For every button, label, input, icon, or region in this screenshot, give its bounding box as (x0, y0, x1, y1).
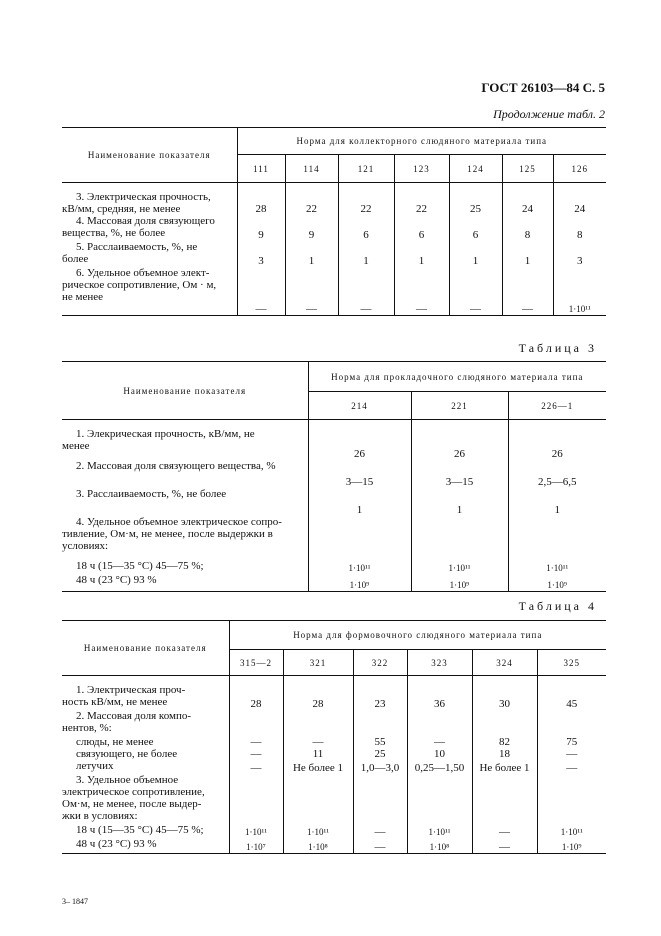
cell-value: 22 (416, 203, 427, 215)
type-header: 123 (394, 155, 449, 183)
type-header: 114 (285, 155, 338, 183)
indicator-name-line: 2. Массовая доля связующего вещества, % (76, 459, 276, 472)
cell-value: 28 (312, 697, 324, 710)
cell-value: 1·10¹¹ (560, 826, 583, 837)
cell-value: — (374, 841, 386, 853)
type-header: 226—1 (508, 392, 606, 420)
cell-value: 1 (308, 255, 315, 267)
indicator-name (62, 838, 229, 850)
cell-value: 1·10¹¹ (448, 562, 471, 573)
type-header: 126 (553, 155, 606, 183)
cell-value: 26 (354, 447, 365, 460)
indicator-name (62, 736, 229, 748)
indicator-name-line: менее (62, 440, 90, 452)
cell-value: 3—15 (345, 475, 374, 488)
table-row (62, 460, 606, 488)
cell-value: 1·10⁹ (349, 580, 370, 590)
table-row (62, 420, 606, 460)
cell-value: 1 (356, 503, 363, 516)
cell-value: — (434, 735, 445, 748)
column-header-name: Наименование показателя (62, 621, 229, 676)
indicator-name-line: не менее (62, 291, 104, 303)
type-header: 121 (338, 155, 394, 183)
cell-value: 8 (524, 229, 531, 241)
table-row (62, 760, 606, 774)
cell-value: 3—15 (445, 475, 474, 488)
indicator-name-line: 4. Удельное объемное электрическое сопро- (76, 515, 282, 528)
cell-value: 1·10¹¹ (568, 303, 591, 314)
cell-value: 1·10⁹ (449, 580, 470, 590)
cell-value: 24 (574, 203, 586, 215)
indicator-name-line: кВ/мм, средняя, не менее (62, 203, 181, 215)
cell-value: — (306, 302, 317, 315)
column-header-name: Наименование показателя (62, 128, 237, 183)
table-row (62, 748, 606, 760)
cell-value: — (250, 735, 262, 748)
table-row (62, 736, 606, 748)
cell-value: 26 (454, 447, 465, 460)
type-header: 214 (308, 392, 411, 420)
indicator-name (62, 516, 308, 552)
cell-value: — (566, 761, 578, 774)
cell-value: — (250, 761, 262, 774)
table-row (62, 267, 606, 315)
cell-value: — (312, 735, 324, 748)
indicator-name (62, 428, 308, 452)
indicator-name-line: электрическое сопротивление, (62, 785, 205, 798)
indicator-name-line: 5. Расслаиваемость, %, не (76, 241, 198, 253)
cell-value: 45 (566, 697, 578, 710)
cell-value: 11 (312, 747, 324, 760)
table-row (62, 676, 606, 710)
cell-value: 1 (524, 255, 531, 267)
cell-value: 1 (418, 255, 425, 267)
cell-value: 6 (472, 229, 479, 241)
type-header: 325 (537, 650, 606, 676)
table-continuation-note: Продолжение табл. 2 (493, 107, 605, 121)
indicator-name (62, 684, 229, 708)
cell-value: — (250, 747, 262, 760)
cell-value: 1 (472, 255, 479, 267)
indicator-name-line: тивление, Ом·м, не менее, после выдержки в (62, 527, 273, 540)
cell-value: 1·10¹¹ (245, 826, 267, 837)
cell-value: 30 (499, 697, 510, 710)
cell-value: 3 (577, 255, 583, 267)
group-header: Норма для формовочного слюдяного материала типа (229, 621, 606, 650)
indicator-name-line: рическое сопротивление, Ом · м, (62, 279, 217, 291)
cell-value: 1 (363, 255, 369, 267)
type-header: 322 (353, 650, 407, 676)
indicator-name-line: 3. Расслаиваемость, %, не более (76, 487, 227, 500)
cell-value: 0,25—1,50 (414, 761, 465, 774)
indicator-name-line: 3. Электрическая прочность, (76, 191, 211, 203)
table-row (62, 215, 606, 241)
indicator-name-line: условиях: (62, 539, 109, 552)
cell-value: 3 (258, 255, 264, 267)
table-row (62, 574, 606, 592)
cell-value: 6 (418, 229, 425, 241)
cell-value: 25 (374, 747, 386, 760)
cell-value: 23 (374, 697, 386, 710)
cell-value: — (416, 302, 427, 315)
indicator-name-line: ность кВ/мм, не менее (62, 696, 168, 708)
type-header: 125 (502, 155, 553, 183)
table-row (62, 183, 606, 216)
table-row (62, 488, 606, 516)
cell-value: 28 (255, 203, 267, 215)
cell-value: — (499, 841, 510, 853)
cell-value: 1·10⁹ (561, 842, 582, 852)
column-header-name: Наименование показателя (62, 362, 308, 420)
indicator-name (62, 215, 237, 239)
type-header: 111 (237, 155, 285, 183)
cell-value: 10 (434, 747, 445, 760)
indicator-name-line: вещества, %, не более (62, 227, 166, 239)
cell-value: 1 (456, 503, 463, 516)
cell-value: 1·10¹¹ (428, 826, 451, 837)
cell-value: — (499, 825, 510, 838)
indicator-name-line: 1. Элекрическая прочность, кВ/мм, не (76, 428, 255, 440)
cell-value: Не более 1 (292, 761, 344, 774)
cell-value: 8 (577, 229, 583, 241)
cell-value: 9 (258, 229, 264, 241)
indicator-name-line: связующего, не более (76, 747, 178, 760)
indicator-name (62, 267, 237, 303)
table-row (62, 824, 606, 838)
indicator-name-line: жки в условиях: (62, 809, 138, 822)
table-row (62, 710, 606, 736)
cell-value: — (566, 747, 578, 760)
cell-value: 6 (363, 229, 369, 241)
cell-value: 22 (306, 203, 317, 215)
cell-value: — (522, 302, 533, 315)
indicator-name (62, 748, 229, 760)
cell-value: 24 (522, 203, 533, 215)
cell-value: 25 (470, 203, 481, 215)
cell-value: 1·10⁹ (547, 580, 568, 590)
indicator-name-line: 18 ч (15—35 °С) 45—75 %; (76, 559, 204, 572)
indicator-name (62, 824, 229, 836)
cell-value: 55 (374, 735, 386, 748)
cell-value: 82 (499, 735, 510, 748)
table-row (62, 241, 606, 267)
indicator-name-line: более (62, 253, 89, 265)
document-code: ГОСТ 26103—84 С. 5 (481, 80, 605, 95)
indicator-name-line: 18 ч (15—35 °С) 45—75 %; (76, 823, 204, 836)
table-row (62, 838, 606, 854)
indicator-name-line: 1. Электрическая проч- (76, 684, 186, 696)
table-row (62, 516, 606, 560)
cell-value: 1·10¹¹ (348, 562, 371, 573)
cell-value: 1·10¹¹ (307, 826, 329, 837)
indicator-name (62, 488, 308, 500)
cell-value: Не более 1 (479, 761, 530, 774)
cell-value: — (360, 302, 372, 315)
cell-value: 9 (308, 229, 315, 241)
indicator-name-line: 6. Удельное объемное элект- (76, 267, 210, 279)
table-2 (62, 127, 606, 316)
indicator-name (62, 241, 237, 265)
indicator-name (62, 191, 237, 215)
indicator-name (62, 774, 229, 822)
cell-value: 28 (250, 697, 262, 710)
indicator-name-line: 3. Удельное объемное (76, 773, 179, 786)
cell-value: 1·10¹¹ (546, 562, 569, 573)
type-header: 321 (283, 650, 353, 676)
cell-value: 75 (566, 735, 578, 748)
indicator-name-line: 4. Массовая доля связующего (76, 215, 215, 227)
indicator-name-line: 2. Массовая доля компо- (76, 709, 192, 722)
cell-value: 1 (554, 503, 560, 516)
print-mark: 3– 1847 (62, 897, 88, 906)
indicator-name-line: 48 ч (23 °С) 93 % (76, 573, 157, 586)
indicator-name-line: слюды, не менее (76, 735, 154, 748)
type-header: 221 (411, 392, 508, 420)
cell-value: 22 (360, 203, 372, 215)
table-4 (62, 620, 606, 854)
indicator-name (62, 710, 229, 734)
cell-value: 1,0—3,0 (360, 761, 400, 774)
type-header: 315—2 (229, 650, 283, 676)
cell-value: 18 (499, 747, 510, 760)
type-header: 323 (407, 650, 472, 676)
indicator-name-line: Ом·м, не менее, после выдер- (62, 797, 202, 810)
cell-value: 1·10⁷ (246, 842, 266, 852)
type-header: 124 (449, 155, 502, 183)
group-header: Норма для коллекторного слюдяного материала типа (237, 128, 606, 155)
table-3-caption: Таблица 3 (518, 341, 597, 355)
indicator-name (62, 760, 229, 772)
table-4-caption: Таблица 4 (518, 599, 597, 613)
indicator-name (62, 460, 308, 472)
cell-value: 36 (434, 697, 445, 710)
indicator-name-line: нентов, %: (62, 721, 112, 734)
cell-value: 26 (551, 447, 563, 460)
type-header: 324 (472, 650, 537, 676)
indicator-name (62, 560, 308, 572)
cell-value: 1·10⁸ (308, 842, 328, 852)
cell-value: — (374, 825, 386, 838)
cell-value: 2,5—6,5 (538, 475, 577, 488)
cell-value: — (255, 302, 267, 315)
table-row (62, 560, 606, 574)
group-header: Норма для прокладочного слюдяного материала типа (308, 362, 606, 392)
indicator-name-line: летучих (76, 759, 114, 772)
cell-value: 1·10⁸ (429, 842, 450, 852)
cell-value: — (470, 302, 481, 315)
indicator-name (62, 574, 308, 586)
table-3 (62, 361, 606, 592)
table-row (62, 774, 606, 824)
indicator-name-line: 48 ч (23 °С) 93 % (76, 837, 157, 850)
